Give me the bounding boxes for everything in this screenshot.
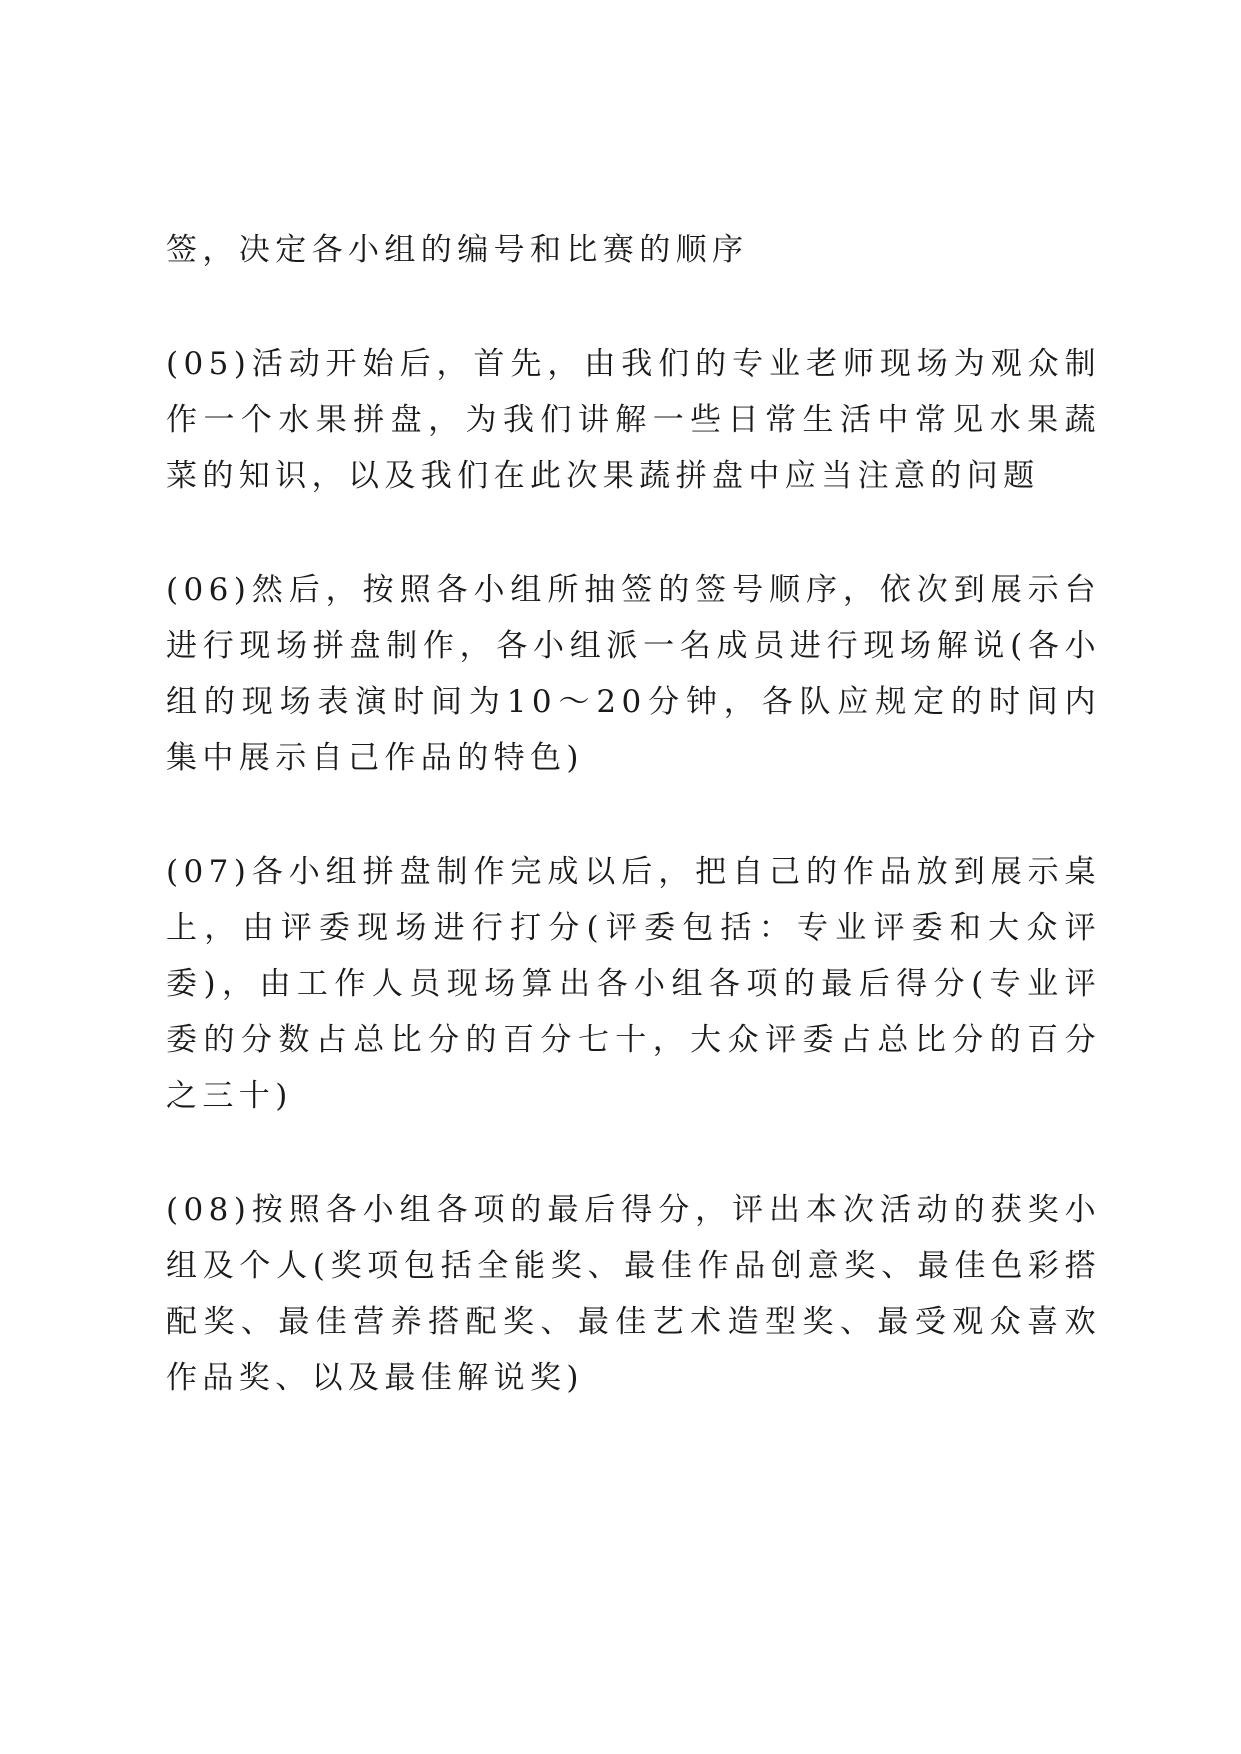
paragraph-draw-lots: 签，决定各小组的编号和比赛的顺序: [166, 232, 749, 268]
paragraph-step-07: (07)各小组拼盘制作完成以后，把自己的作品放到展示桌上，由评委现场进行打分(评委包括：专业评委和大众评委)，由工作人员现场算出各小组各项的最后得分(专业评委的分数占总比分的百分七十，大众评委占总比分的百分之三十): [166, 854, 1101, 1114]
paragraph-step-06: (06)然后，按照各小组所抽签的签号顺序，依次到展示台进行现场拼盘制作，各小组派一名成员进行现场解说(各小组的现场表演时间为10～20分钟，各队应规定的时间内集中展示自己作品的特色): [166, 572, 1101, 776]
document-body: [166, 222, 1101, 1406]
paragraph-step-08: (08)按照各小组各项的最后得分，评出本次活动的获奖小组及个人(奖项包括全能奖、最佳作品创意奖、最佳色彩搭配奖、最佳营养搭配奖、最佳艺术造型奖、最受观众喜欢作品奖、以及最佳解说奖): [166, 1192, 1101, 1396]
paragraph-step-05: (05)活动开始后，首先，由我们的专业老师现场为观众制作一个水果拼盘，为我们讲解一些日常生活中常见水果蔬菜的知识，以及我们在此次果蔬拼盘中应当注意的问题: [166, 346, 1101, 494]
